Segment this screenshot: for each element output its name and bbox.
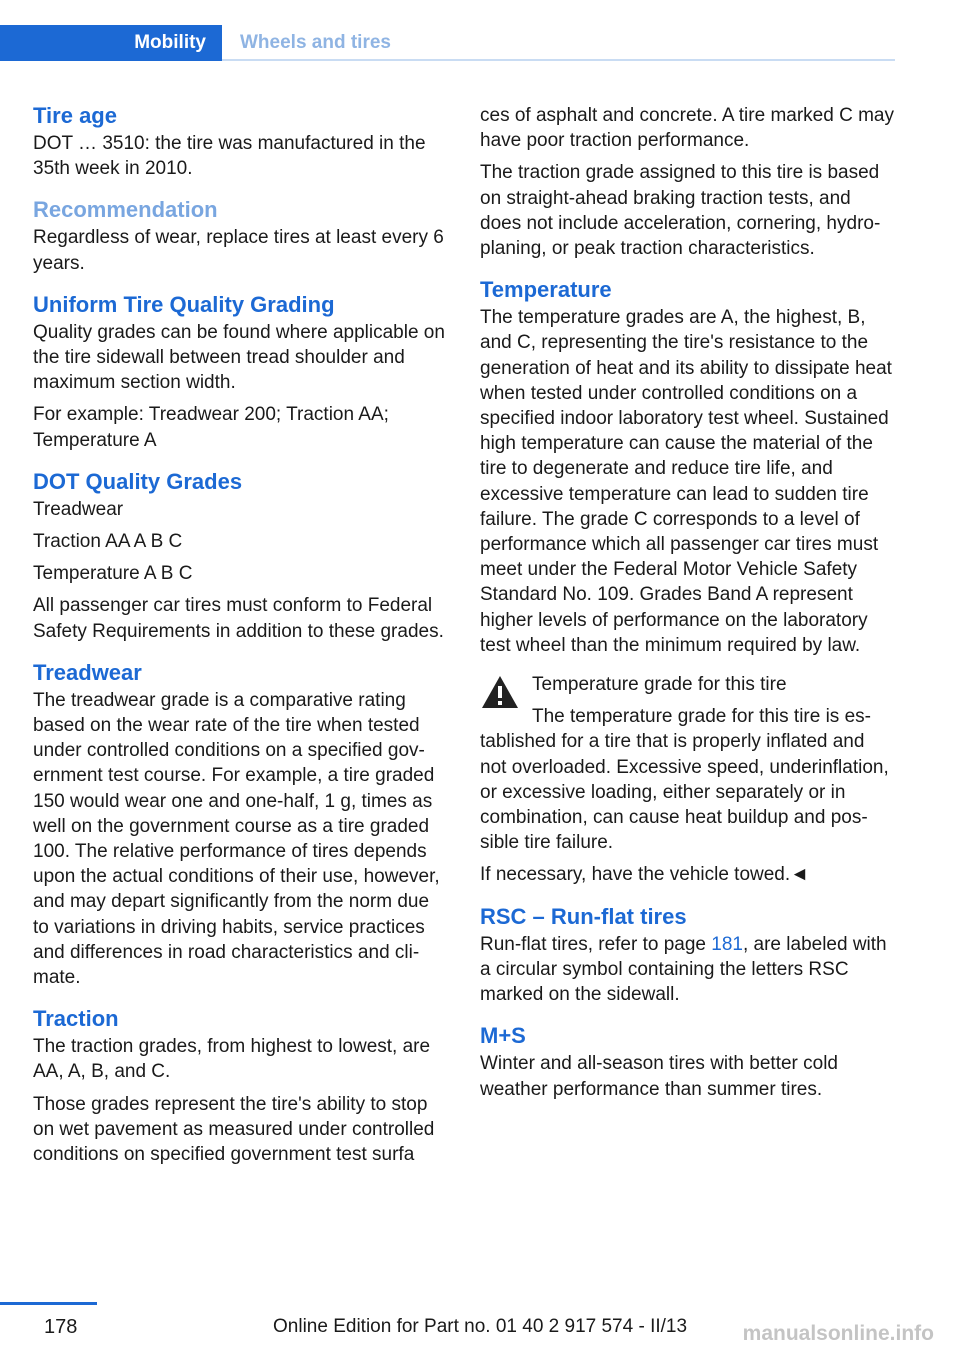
tab-wheels-and-tires[interactable]: Wheels and tires xyxy=(240,32,391,53)
rsc-page-link[interactable]: 181 xyxy=(711,933,743,955)
section-utqg xyxy=(33,290,449,453)
section-traction-continued xyxy=(480,103,896,261)
traction-text-2: Those grades represent the tire's ability to stop on wet pavement as measured under controlled conditions on specified government test surfa xyxy=(33,1093,435,1166)
dot-grades-text: All passenger car tires must conform to Federal Safety Requirements in addition to these grades. xyxy=(33,595,444,642)
heading-tire-age: Tire age xyxy=(33,103,117,128)
recommendation-text: Regardless of wear, replace tires at least every 6 years. xyxy=(33,227,444,274)
utqg-text-2: For example: Treadwear 200; Traction AA; Temperature A xyxy=(33,404,389,451)
section-ms xyxy=(480,1021,896,1101)
section-temperature xyxy=(480,275,896,658)
warning-triangle-icon xyxy=(480,674,520,710)
warning-text: The temperature grade for this tire is established for a tire that is properly inflated and not overloaded. Excessive speed, underinflation, or excessive loading, either separately or in combination, can cause heat buildup and possible tire failure. xyxy=(480,706,889,854)
ms-text: Winter and all-season tires with better cold weather performance than summer tires. xyxy=(480,1053,838,1100)
heading-recommendation: Recommendation xyxy=(33,197,218,223)
heading-treadwear: Treadwear xyxy=(33,659,142,685)
heading-ms: M+S xyxy=(480,1023,526,1049)
rsc-text-after: , are labeled with a circular symbol containing the letters RSC marked on the sidewall. xyxy=(480,933,887,1006)
section-tire-age xyxy=(33,101,449,181)
warning-towed-text: If necessary, have the vehicle towed.◄ xyxy=(480,864,809,886)
edition-text: Online Edition for Part no. 01 40 2 917 574 - II/13 xyxy=(273,1316,688,1337)
heading-traction: Traction xyxy=(33,1006,119,1032)
rsc-text-before: Run-flat tires, refer to page xyxy=(480,933,712,955)
dot-grades-temperature: Temperature A B C xyxy=(33,563,193,585)
header-divider xyxy=(222,59,895,61)
traction-cont-text-1: ces of asphalt and concrete. A tire marked C may have poor traction performance. xyxy=(480,105,894,152)
dot-grades-traction: Traction AA A B C xyxy=(33,531,183,553)
dot-grades-treadwear: Treadwear xyxy=(33,498,124,520)
section-treadwear xyxy=(33,658,449,990)
section-traction xyxy=(33,1004,449,1167)
section-rsc xyxy=(480,902,896,1008)
heading-utqg: Uniform Tire Quality Grading xyxy=(33,291,335,317)
page-number: 178 xyxy=(44,1316,78,1338)
traction-text-1: The traction grades, from highest to lowest, are AA, A, B, and C. xyxy=(33,1036,431,1083)
temperature-text: The temperature grades are A, the highest, B, and C, representing the tire's resistance to the generation of heat and its ability to dissipate heat when tested under controlled conditions on a specified indoor laboratory test wheel. Sustained high temperature can cause the material of the tire to degenerate and reduce tire life, and excessive temperature can lead to sudden tire failure. The grade C corresponds to a level of performance which all passenger car tires must meet under the Federal Motor Vehicle Safety Standard No. 109. Grades Band A represent higher levels of performance on the laboratory test wheel than the minimum required by law. xyxy=(480,307,892,656)
warning-box xyxy=(480,672,896,888)
heading-rsc: RSC – Run-flat tires xyxy=(480,903,687,929)
heading-dot-grades: DOT Quality Grades xyxy=(33,468,243,494)
tire-age-text: DOT … 3510: the tire was manufactured in the 35th week in 2010. xyxy=(33,133,426,180)
rsc-text xyxy=(480,932,896,1008)
traction-cont-text-2: The traction grade assigned to this tire is based on straight-ahead braking traction tests, and does not include acceleration, cornering, hydroplaning, or peak traction characteristics. xyxy=(480,162,881,260)
right-column xyxy=(480,103,896,1116)
warning-block xyxy=(480,672,896,888)
utqg-text-1: Quality grades can be found where applicable on the tire sidewall between tread shoulder and maximum section width. xyxy=(33,321,445,394)
treadwear-text: The treadwear grade is a comparative rating based on the wear rate of the tire when tested under controlled conditions on a specified government test course. For example, a tire graded 150 would wear one and one-half, 1 g, times as well on the government course as a tire graded 100. The relative performance of tires depends upon the actual conditions of their use, however, and may depart significantly from the norm due to variations in driving habits, service practices and differences in road characteristics and climate. xyxy=(33,689,440,989)
left-column xyxy=(33,101,449,1181)
watermark: manualsonline.info xyxy=(742,1322,934,1345)
footer-rule xyxy=(0,1302,97,1305)
header-tabbar xyxy=(0,25,895,61)
tab-mobility[interactable]: Mobility xyxy=(0,25,222,61)
section-dot-grades xyxy=(33,467,449,644)
section-recommendation xyxy=(33,195,449,275)
heading-temperature: Temperature xyxy=(480,277,612,303)
warning-title: Temperature grade for this tire xyxy=(532,674,787,696)
